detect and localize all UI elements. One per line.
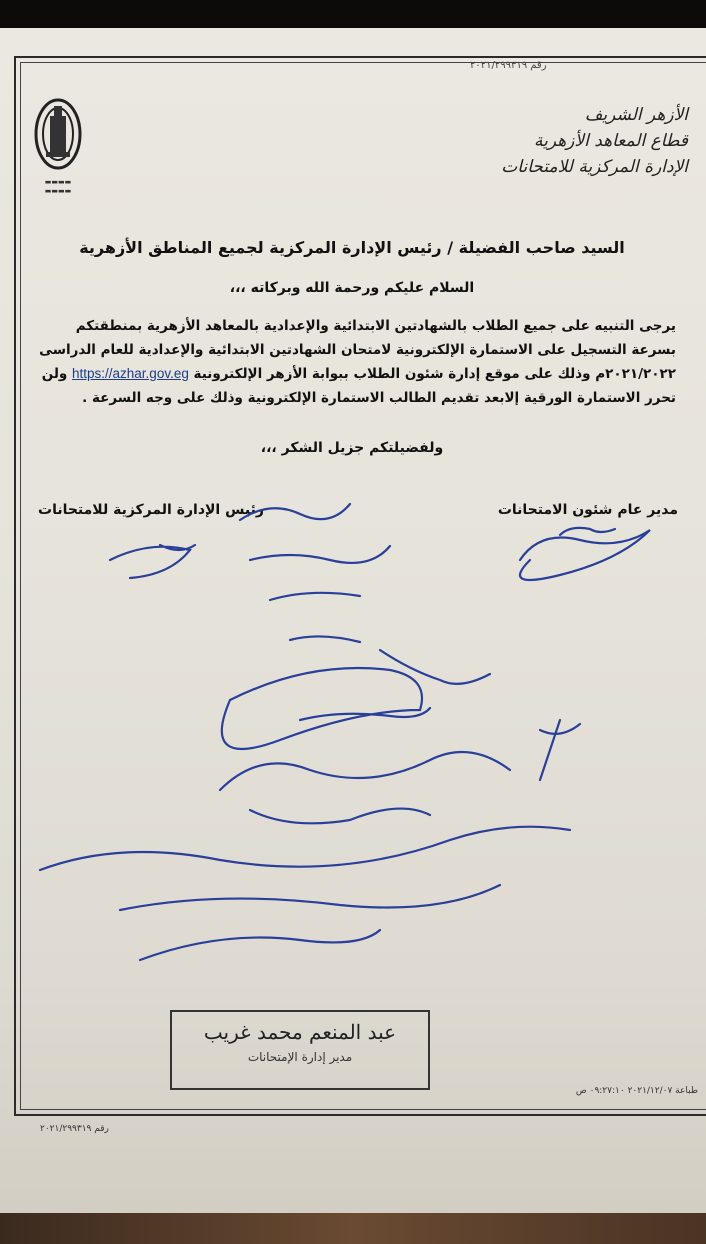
letterhead-line-1: الأزهر الشريف <box>584 105 688 125</box>
handwritten-instruction-3 <box>140 930 380 960</box>
signature-right <box>520 530 650 580</box>
stamp-title: مدير إدارة الإمتحانات <box>247 1050 353 1064</box>
greeting-line: السلام عليكم ورحمة الله وبركاته ،،، <box>229 280 475 296</box>
handwritten-note-2 <box>270 593 360 642</box>
stamp-name: عبد المنعم محمد غريب <box>203 1020 397 1044</box>
body-text-part-2: ولن تحرر الاستمارة الورقية إلابعد تقديم الطالب الاستمارة الإلكترونية وذلك على وجه السرعة . <box>41 366 676 406</box>
official-stamp <box>170 1010 430 1090</box>
body-text-part-1: يرجى التنبيه على جميع الطلاب بالشهادتين الابتدائية والإعدادية بالمعاهد الأزهرية بمنطقتكم بسرعة التسجيل على الاستمارة الإلكترونية لامتحان الشهادتين الابتدائية والإعدادية للعام الدراسى ٢٠٢١/٢٠٢٢م وذلك على موقع إدارة شئون الطلاب ببوابة الأزهر الإلكترونية <box>39 318 676 382</box>
signature-date-right <box>560 528 615 535</box>
emblem-caption-lines: ▬▬▬▬ ▬▬▬▬ <box>44 178 72 195</box>
signature-left <box>110 545 195 578</box>
letterhead-line-2: قطاع المعاهد الأزهرية <box>533 131 688 151</box>
handwritten-name <box>220 720 580 790</box>
handwritten-instruction-2 <box>120 885 500 910</box>
handwritten-note-1 <box>240 504 390 563</box>
handwritten-instruction-1 <box>40 827 570 870</box>
letterhead-line-3: الإدارة المركزية للامتحانات <box>501 157 688 177</box>
addressee-line: السيد صاحب الفضيلة / رئيس الإدارة المركزية لجميع المناطق الأزهرية <box>79 238 625 257</box>
handwritten-name-underline <box>250 809 430 824</box>
signatory-central-admin: رئيس الإدارة المركزية للامتحانات <box>38 502 264 518</box>
top-reference-number: رقم ٢٠٢١/٢٩٩٣١٩ <box>470 60 547 71</box>
closing-line: ولفضيلتكم جزيل الشكر ،،، <box>260 440 444 456</box>
portal-link[interactable]: https://azhar.gov.eg <box>72 366 189 381</box>
handwritten-note-3 <box>380 650 490 684</box>
handwritten-stroke <box>222 668 422 749</box>
footer-print-timestamp: طباعة ٢٠٢١/١٢/٠٧ ٠٩:٢٧:١٠ ص <box>575 1086 698 1096</box>
signatory-exam-affairs: مدير عام شئون الامتحانات <box>497 502 678 518</box>
footer-reference: رقم ٢٠٢١/٢٩٩٣١٩ <box>40 1124 109 1134</box>
